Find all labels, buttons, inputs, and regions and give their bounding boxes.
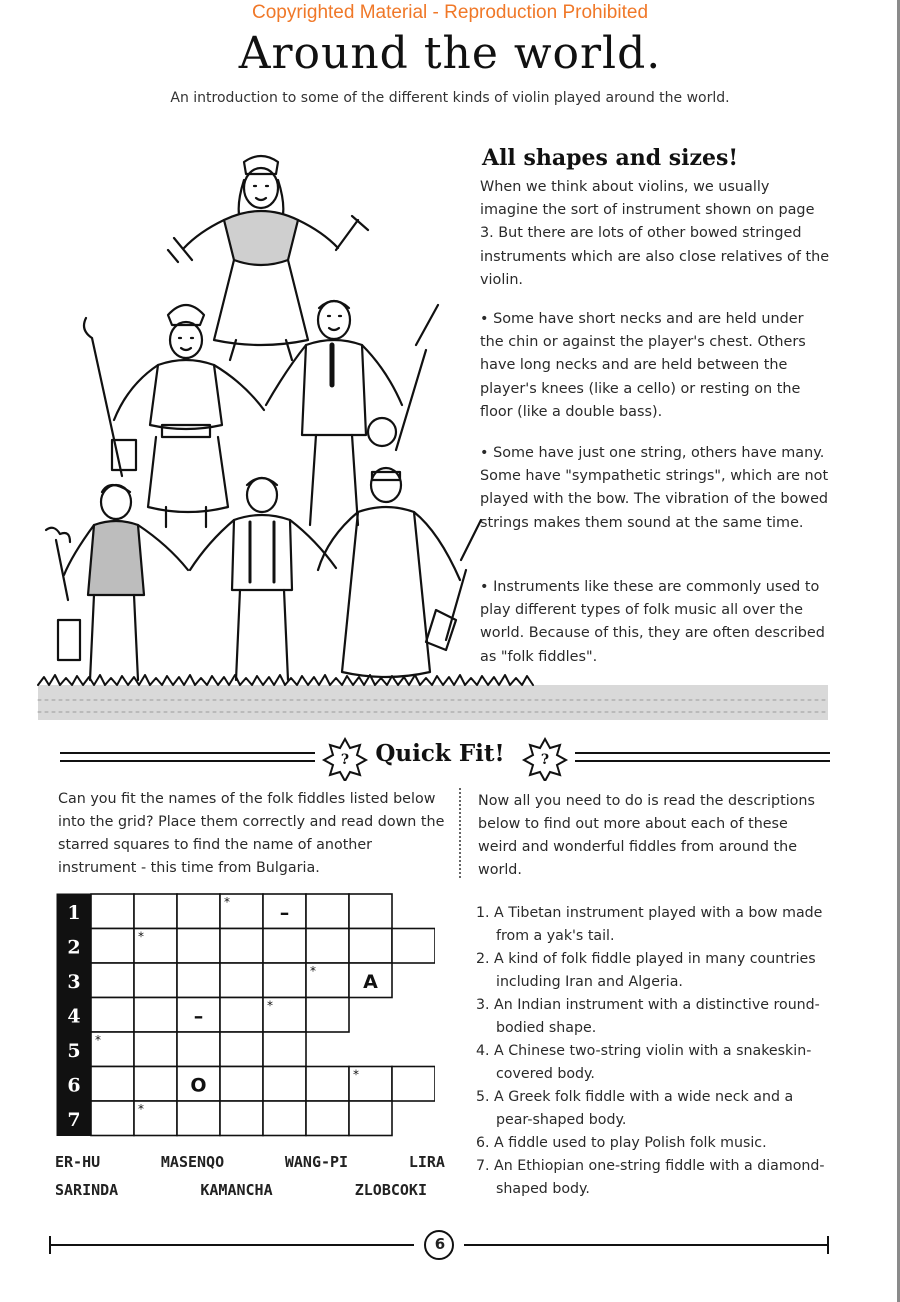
grid-cell [220,963,263,998]
clue-item: 4. A Chinese two-string violin with a snakeskin-covered body. [476,1043,812,1082]
word-bank-entry: MASENQO [160,1153,225,1171]
question-star-icon [324,739,366,781]
middle-left-fiddler-figure [84,305,264,527]
crossword-grid [55,892,435,1137]
grid-cell [263,929,306,964]
grid-cell [177,929,220,964]
grid-cell [91,894,134,929]
grid-cell [134,1067,177,1102]
page-intro: An introduction to some of the different kinds of violin played around the world. [170,90,730,106]
clue-item: 6. A fiddle used to play Polish folk music. [476,1135,767,1151]
grid-cell [263,1101,306,1136]
puzzle-instructions: Can you fit the names of the folk fiddles listed below into the grid? Place them correctly and read down the starred squares to find the name of another instrument - this time from Bulgaria. [58,791,445,876]
clue-item: 2. A kind of folk fiddle played in many countries including Iran and Algeria. [476,951,816,990]
grid-cell [177,1032,220,1067]
grid-cell [177,963,220,998]
bottom-middle-fiddler-figure [190,478,336,680]
bullet-paragraph: • Some have just one string, others have many. Some have "sympathetic strings", which are not played with the bow. The vibration of the bowed strings makes them sound at the same time. [480,445,829,531]
grid-given-letter: – [279,901,290,924]
grid-cell [134,894,177,929]
word-bank-row [55,1148,445,1176]
grid-cell [220,1101,263,1136]
word-bank-entry: WANG-PI [284,1153,349,1171]
middle-right-fiddler-figure [266,301,438,525]
section-heading: All shapes and sizes! [482,145,739,171]
bottom-right-fiddler-figure [318,468,481,677]
clue-item: 7. An Ethiopian one-string fiddle with a diamond-shaped body. [476,1158,825,1197]
grid-cell [177,894,220,929]
grid-cell [306,894,349,929]
grid-cell [134,1032,177,1067]
page-title: Around the world. [238,28,662,79]
grid-star-marker: * [267,998,273,1013]
grass-ground [38,675,828,720]
grid-cell [220,998,263,1033]
grid-row-number: 7 [67,1108,81,1131]
grid-row-number: 5 [67,1039,81,1062]
word-bank-entry: ZLOBCOKI [354,1181,427,1199]
grid-cell [134,998,177,1033]
grid-given-letter: A [363,970,378,993]
grid-cell [349,1101,392,1136]
grid-star-marker: * [95,1033,101,1047]
word-bank-row [55,1176,427,1204]
bullet-paragraph: • Some have short necks and are held under the chin or against the player's chest. Others have long necks and are held between the player's knees (like a cello) or resting on the floor (like a double bass). [480,311,806,420]
clues-instructions: Now all you need to do is read the descriptions below to find out more about each of these weird and wonderful fiddles from around the world. [478,793,815,878]
grid-star-marker: * [310,964,316,978]
word-bank-entry: SARINDA [55,1181,119,1199]
grid-cell [306,1067,349,1102]
word-bank-entry: KAMANCHA [200,1181,273,1199]
grid-cell [263,1032,306,1067]
grid-cell [306,998,349,1033]
grid-cell [91,1101,134,1136]
grid-cell [91,963,134,998]
grid-row-number: 1 [67,901,81,924]
grid-row-number: 2 [67,936,81,959]
grid-cell [177,1101,220,1136]
grid-cell [134,963,177,998]
grid-cell [220,1032,263,1067]
word-bank-entry: ER-HU [55,1153,101,1171]
grid-star-marker: * [138,929,144,944]
svg-text:?: ? [340,752,350,768]
grid-cell [306,929,349,964]
bullet-paragraph: • Instruments like these are commonly used to play different types of folk music all over the world. Because of this, they are often described as "folk fiddles". [480,579,825,665]
grid-cell [392,929,435,964]
grid-cell [91,929,134,964]
grid-row-number: 6 [67,1074,81,1097]
grid-cell [263,1067,306,1102]
page-number: 6 [434,1235,446,1253]
grid-row-number: 4 [67,1005,81,1028]
clue-item: 1. A Tibetan instrument played with a bow made from a yak's tail. [476,905,823,944]
grid-given-letter: O [190,1074,207,1097]
grid-cell [306,1101,349,1136]
grid-row-number: 3 [67,970,81,993]
quick-fit-title: Quick Fit! [375,740,505,767]
grid-star-marker: * [138,1102,144,1116]
copyright-notice: Copyrighted Material - Reproduction Prohibited [251,2,649,23]
grid-cell [392,1067,435,1102]
column-divider [459,788,463,878]
grid-cell [91,998,134,1033]
svg-text:?: ? [540,752,550,768]
grid-cell [91,1067,134,1102]
question-star-icon [524,739,566,781]
grid-given-letter: – [193,1005,204,1028]
grid-star-marker: * [353,1067,359,1082]
grid-cell [220,929,263,964]
clue-item: 5. A Greek folk fiddle with a wide neck and a pear-shaped body. [476,1089,794,1128]
word-bank [55,1148,445,1204]
word-bank-entry: LIRA [408,1153,445,1171]
grid-cell [349,894,392,929]
grid-cell [349,929,392,964]
clue-item: 3. An Indian instrument with a distinctive round-bodied shape. [476,997,820,1036]
grid-cell [263,963,306,998]
grid-cell [220,1067,263,1102]
clue-list [476,902,826,1201]
intro-paragraph: When we think about violins, we usually imagine the sort of instrument shown on page 3. But there are lots of other bowed stringed instruments which are also close relatives of the violin. [480,179,830,288]
grid-star-marker: * [224,895,230,909]
